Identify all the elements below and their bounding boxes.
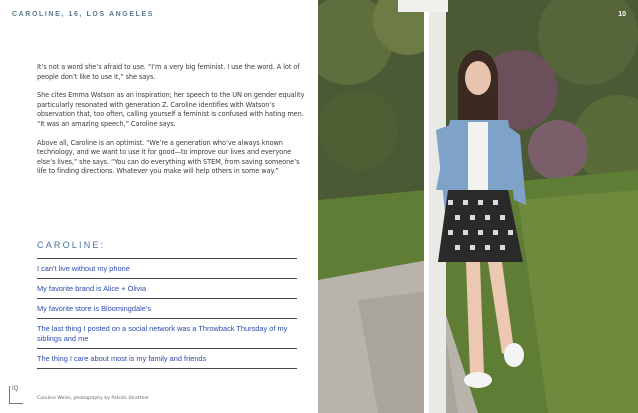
magazine-logo: IQ — [9, 386, 23, 404]
profile-title: CAROLINE: — [37, 240, 106, 250]
fact-item: The thing I care about most is my family and friends — [37, 348, 297, 369]
paragraph: She cites Emma Watson as an inspiration; her speech to the UN on gender equality particularly resonated with generation Z. Caroline identifies with Watson’s observation that, too often, calling yourself a feminist is confused with hating men. “It was an amazing speech,” Caroline says. — [37, 91, 305, 128]
profile-facts-list — [37, 258, 297, 369]
page-number: 10 — [618, 11, 626, 18]
portrait-photo — [318, 0, 638, 413]
photo-caption: Caroline Weiss, photography by Patrick Strattner — [37, 396, 150, 401]
fact-item: I can’t live without my phone — [37, 258, 297, 278]
photo-illustration — [318, 0, 638, 413]
paragraph: Above all, Caroline is an optimist. “We’re a generation who’ve always known technology, and we want to use it for good—to improve our lives and everyone else’s lives,” she says. “You can do everything with STEM, from saving someone’s life to finding directions. Whatever you make will help others in some way.” — [37, 138, 300, 176]
fact-item: My favorite brand is Alice + Olivia — [37, 278, 297, 298]
fact-item: The last thing I posted on a social network was a Throwback Thursday of my siblings and me — [37, 318, 297, 348]
article-body — [37, 63, 309, 186]
fact-item: My favorite store is Bloomingdale’s — [37, 298, 297, 318]
text-page — [0, 0, 318, 413]
page-header: CAROLINE, 16, LOS ANGELES — [12, 11, 155, 18]
paragraph: It’s not a word she’s afraid to use. “I’m a very big feminist. I use the word. A lot of people don’t like to use it,” she says. — [37, 63, 300, 81]
